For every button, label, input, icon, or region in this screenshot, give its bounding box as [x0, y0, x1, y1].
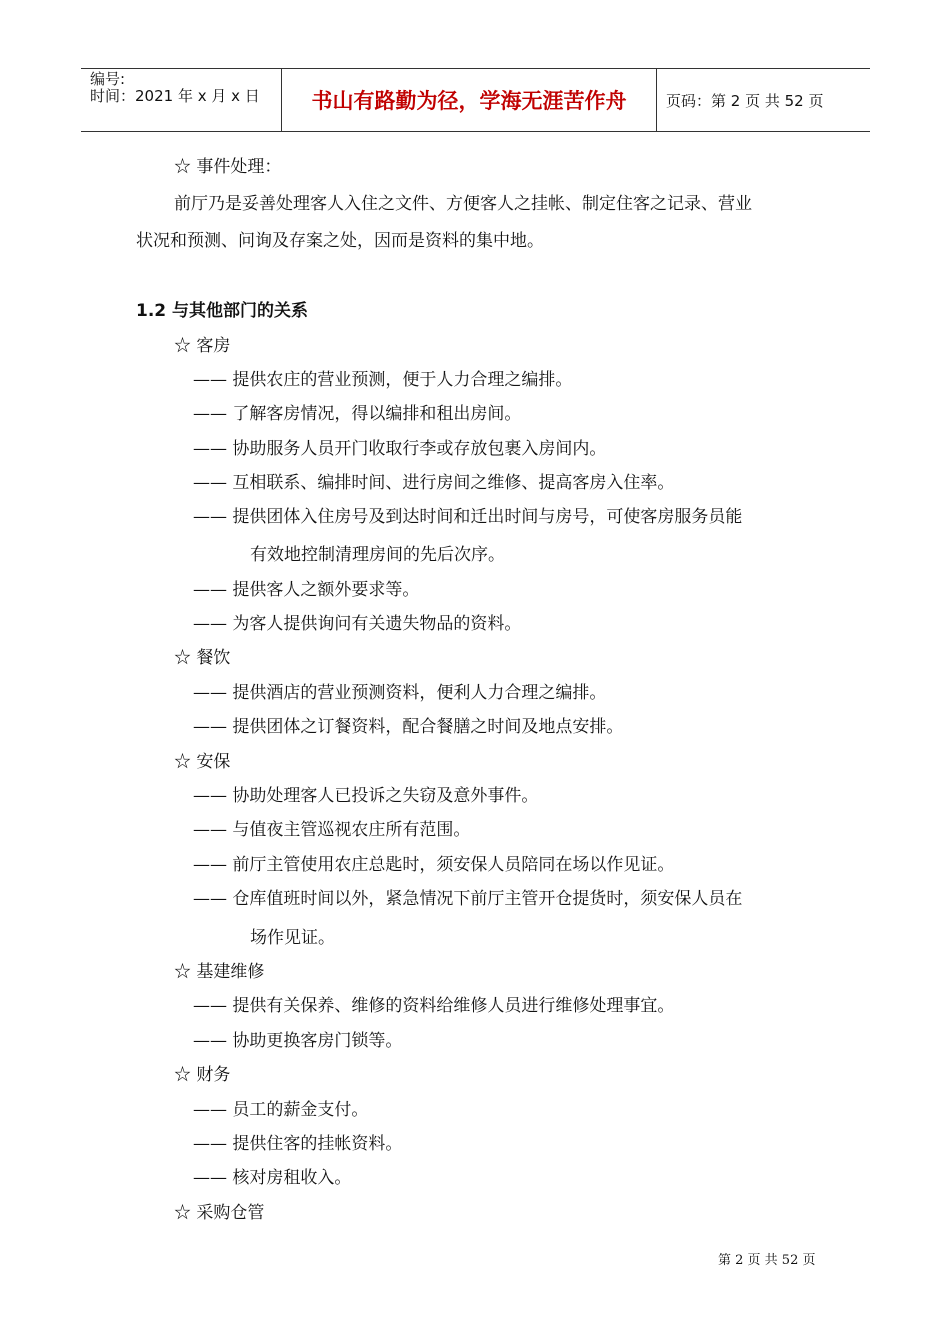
header-motto: 书山有路勤为径，学海无涯苦作舟	[311, 89, 627, 113]
document-date: 时间：2021 年 x 月 x 日	[90, 87, 260, 105]
list-item: —— 核对房租收入。	[193, 1168, 352, 1188]
list-item: —— 提供有关保养、维修的资料给维修人员进行维修处理事宜。	[193, 996, 675, 1016]
event-paragraph-line: 前厅乃是妥善处理客人入住之文件、方便客人之挂帐、制定住客之记录、营业	[174, 194, 752, 214]
header-page-cell	[657, 69, 870, 131]
header-motto-cell	[281, 69, 657, 131]
category-heading: ☆ 财务	[174, 1065, 231, 1085]
list-item: —— 协助服务人员开门收取行李或存放包裹入房间内。	[193, 439, 607, 459]
list-item: —— 仓库值班时间以外，紧急情况下前厅主管开仓提货时，须安保人员在	[193, 889, 743, 909]
category-heading: ☆ 客房	[174, 336, 231, 356]
list-item: —— 协助处理客人已投诉之失窃及意外事件。	[193, 786, 539, 806]
list-item: —— 前厅主管使用农庄总匙时，须安保人员陪同在场以作见证。	[193, 855, 675, 875]
list-item: —— 提供客人之额外要求等。	[193, 580, 420, 600]
category-heading: ☆ 安保	[174, 752, 231, 772]
list-item: —— 提供酒店的营业预测资料，便利人力合理之编排。	[193, 683, 607, 703]
list-item-continuation: 有效地控制清理房间的先后次序。	[250, 545, 505, 565]
category-heading: ☆ 餐饮	[174, 648, 231, 668]
header-info	[81, 69, 281, 131]
list-item: —— 提供团体之订餐资料，配合餐膳之时间及地点安排。	[193, 717, 624, 737]
document-number: 编号:	[90, 70, 126, 88]
header-page-number: 页码：第 2 页 共 52 页	[666, 92, 824, 110]
list-item: —— 提供团体入住房号及到达时间和迁出时间与房号，可使客房服务员能	[193, 507, 743, 527]
event-paragraph-line: 状况和预测、问询及存案之处，因而是资料的集中地。	[136, 231, 544, 251]
list-item: —— 互相联系、编排时间、进行房间之维修、提高客房入住率。	[193, 473, 675, 493]
page-footer: 第 2 页 共 52 页	[718, 1253, 816, 1268]
list-item: —— 提供农庄的营业预测，便于人力合理之编排。	[193, 370, 573, 390]
event-heading: ☆ 事件处理：	[174, 157, 282, 177]
list-item: —— 为客人提供询问有关遗失物品的资料。	[193, 614, 522, 634]
list-item: —— 与值夜主管巡视农庄所有范围。	[193, 820, 471, 840]
list-item: —— 提供住客的挂帐资料。	[193, 1134, 403, 1154]
list-item: —— 协助更换客房门锁等。	[193, 1031, 403, 1051]
page-header	[81, 68, 870, 132]
list-item: —— 了解客房情况，得以编排和租出房间。	[193, 404, 522, 424]
category-heading: ☆ 基建维修	[174, 962, 265, 982]
section-title: 1.2 与其他部门的关系	[136, 301, 309, 321]
list-item: —— 员工的薪金支付。	[193, 1100, 369, 1120]
category-heading: ☆ 采购仓管	[174, 1203, 265, 1223]
list-item-continuation: 场作见证。	[250, 928, 335, 948]
